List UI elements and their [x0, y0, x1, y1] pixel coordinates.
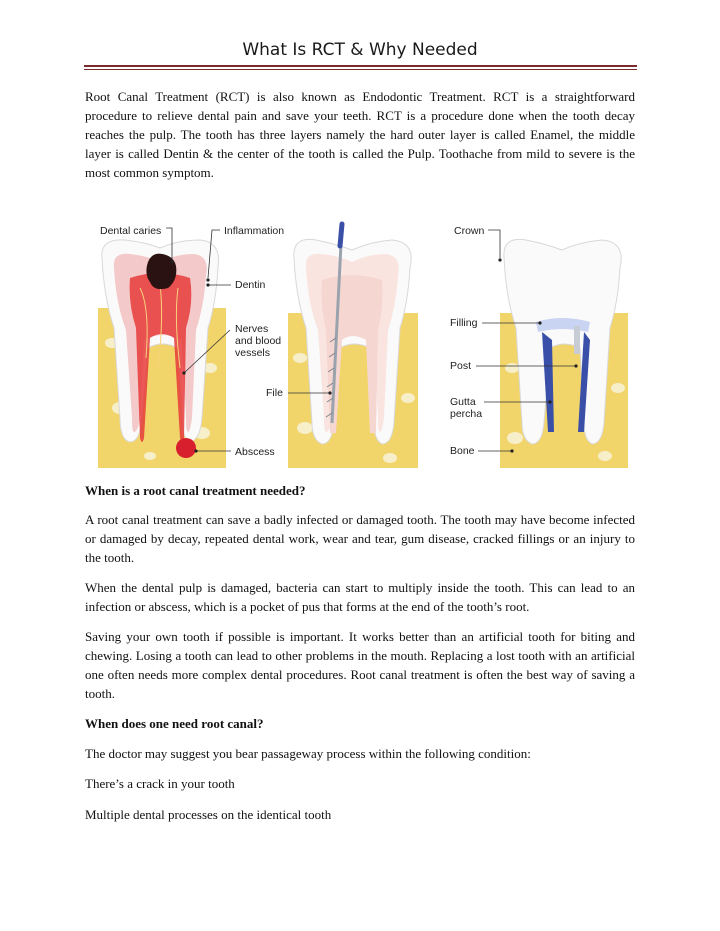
label-nerves-2: and blood [235, 335, 282, 347]
section2-paragraph-1: The doctor may suggest you bear passageway process within the following condition: [85, 746, 531, 761]
title-rule-thick [84, 65, 637, 67]
restored-tooth [500, 239, 628, 468]
label-file: File [266, 387, 283, 399]
section1-heading: When is a root canal treatment needed? [85, 483, 306, 498]
infected-tooth [98, 240, 226, 468]
label-gutta-2: percha [450, 408, 483, 420]
root-canal-diagram [90, 218, 635, 473]
page-title: What Is RCT & Why Needed [242, 40, 478, 60]
label-abscess: Abscess [235, 446, 275, 458]
title-rule-thin [84, 69, 637, 70]
section2-paragraph-3: Multiple dental processes on the identical tooth [85, 807, 332, 822]
section2-heading: When does one need root canal? [85, 716, 264, 731]
label-nerves-1: Nerves [235, 323, 269, 335]
section1-paragraph-2: When the dental pulp is damaged, bacteria can start to multiply inside the tooth. This can lead to an infection or abscess, which is a pocket of pus that forms at the end of the tooth’s root. [85, 580, 635, 614]
section2-paragraph-2: There’s a crack in your tooth [85, 776, 235, 791]
label-bone: Bone [450, 445, 475, 457]
intro-paragraph: Root Canal Treatment (RCT) is also known as Endodontic Treatment. RCT is a straightforward procedure to relieve dental pain and save your teeth. RCT is a procedure done when the tooth decay reaches the pulp. The tooth has three layers namely the hard outer layer is called Enamel, the middle layer is called Dentin & the center of the tooth is called the Pulp. Toothache from mild to severe is the most common symptom. [85, 89, 635, 180]
label-crown: Crown [454, 225, 485, 237]
post-mark [574, 326, 580, 354]
label-post: Post [450, 360, 472, 372]
label-gutta-1: Gutta [450, 396, 476, 408]
label-nerves-3: vessels [235, 347, 271, 359]
label-filling: Filling [450, 317, 478, 329]
section1-paragraph-1: A root canal treatment can save a badly infected or damaged tooth. The tooth may have become infected or damaged by decay, repeated dental work, wear and tear, gum disease, cracked fillings or an injury to the tooth. [85, 512, 635, 565]
section1-paragraph-3: Saving your own tooth if possible is important. It works better than an artificial tooth for biting and chewing. Losing a tooth can lead to other problems in the mouth. Replacing a lost tooth with an artificial one often needs more complex dental procedures. Root canal treatment is often the best way of saving a tooth. [85, 629, 635, 701]
abscess-mark [176, 438, 196, 458]
label-dental-caries: Dental caries [100, 225, 162, 237]
label-inflammation: Inflammation [224, 225, 285, 237]
label-dentin: Dentin [235, 279, 266, 291]
file-tooth [288, 224, 418, 468]
